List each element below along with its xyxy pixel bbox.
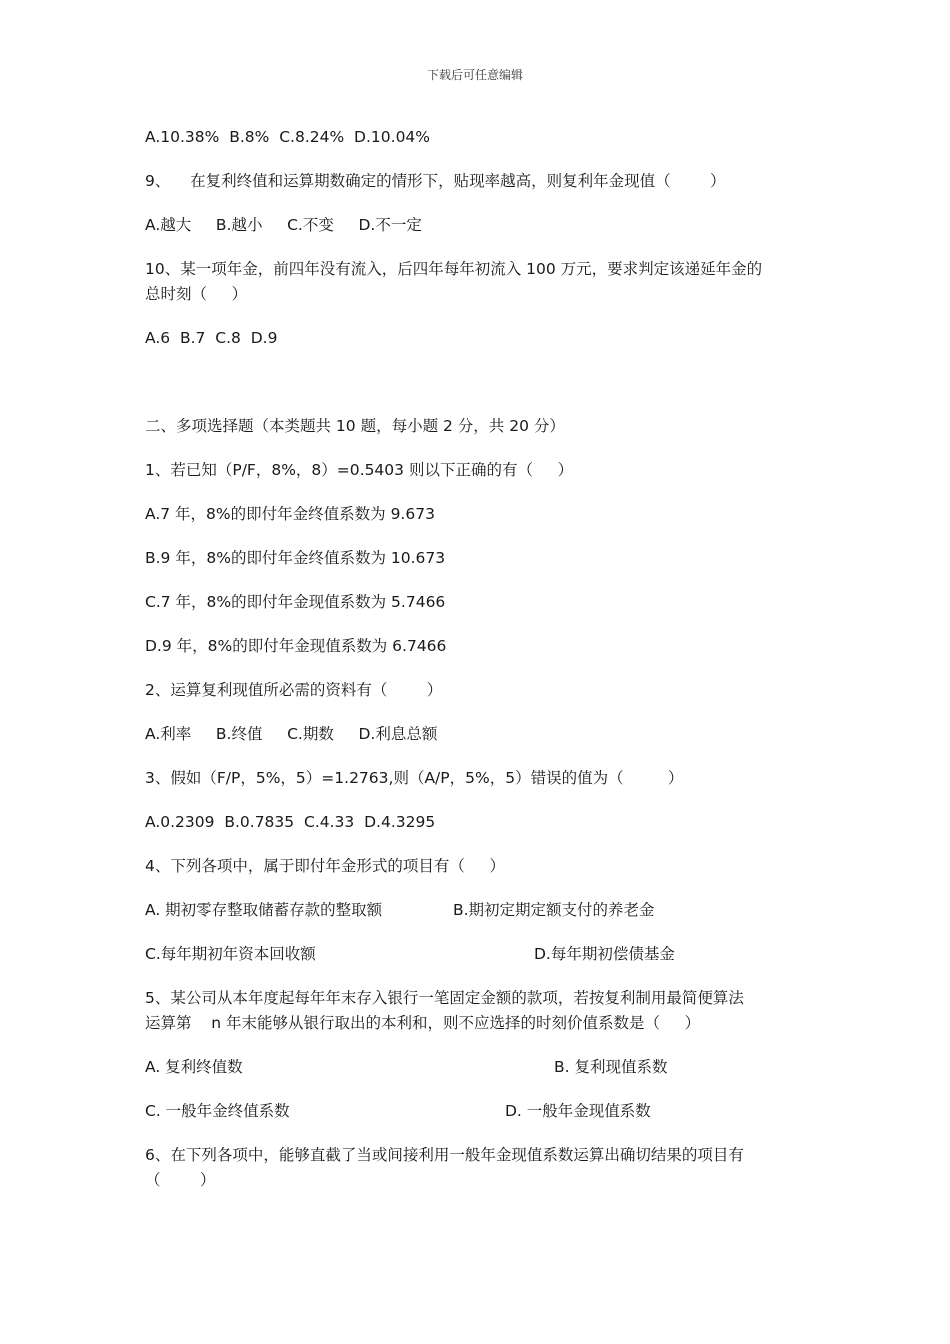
q9-options: A.越大 B.越小 C.不变 D.不一定 (145, 216, 422, 234)
s2-q4-option-d: D.每年期初偿债基金 (534, 945, 675, 963)
s2-q4-option-b: B.期初定期定额支付的养老金 (453, 901, 655, 919)
s2-q4-stem: 4、下列各项中，属于即付年金形式的项目有（ ） (145, 857, 505, 875)
q9-stem: 9、 在复利终值和运算期数确定的情形下，贴现率越高，则复利年金现值（ ） (145, 172, 726, 190)
s2-q3-stem: 3、假如（F/P，5%，5）=1.2763,则（A/P，5%，5）错误的值为（ ） (145, 769, 684, 787)
s2-q6-stem-line1: 6、在下列各项中，能够直截了当或间接利用一般年金现值系数运算出确切结果的项目有 (145, 1146, 744, 1164)
s2-q5-stem-line1: 5、某公司从本年度起每年年末存入银行一笔固定金额的款项，若按复利制用最简便算法 (145, 989, 744, 1007)
s2-q1-option-d: D.9 年，8%的即付年金现值系数为 6.7466 (145, 637, 447, 655)
s2-q1-option-c: C.7 年，8%的即付年金现值系数为 5.7466 (145, 593, 446, 611)
s2-q2-options: A.利率 B.终值 C.期数 D.利息总额 (145, 725, 438, 743)
s2-q2-stem: 2、运算复利现值所必需的资料有（ ） (145, 681, 443, 699)
q8-options: A.10.38% B.8% C.8.24% D.10.04% (145, 128, 431, 146)
q10-options: A.6 B.7 C.8 D.9 (145, 329, 278, 347)
s2-q1-stem: 1、若已知（P/F，8%，8）=0.5403 则以下正确的有（ ） (145, 461, 574, 479)
s2-q5-option-c: C. 一般年金终值系数 (145, 1102, 290, 1120)
s2-q6-stem-line2: （ ） (145, 1171, 216, 1189)
q10-stem-line1: 10、某一项年金，前四年没有流入，后四年每年初流入 100 万元，要求判定该递延年金的 (145, 260, 763, 278)
section2-title: 二、多项选择题（本类题共 10 题，每小题 2 分，共 20 分） (145, 417, 565, 435)
s2-q1-option-b: B.9 年，8%的即付年金终值系数为 10.673 (145, 549, 446, 567)
s2-q5-option-a: A. 复利终值数 (145, 1058, 243, 1076)
s2-q1-option-a: A.7 年，8%的即付年金终值系数为 9.673 (145, 505, 435, 523)
page-header: 下载后可任意编辑 (426, 68, 523, 82)
s2-q5-stem-line2: 运算第 n 年末能够从银行取出的本利和，则不应选择的时刻价值系数是（ ） (145, 1014, 701, 1032)
s2-q3-options: A.0.2309 B.0.7835 C.4.33 D.4.3295 (145, 813, 436, 831)
s2-q5-option-d: D. 一般年金现值系数 (505, 1102, 651, 1120)
s2-q5-option-b: B. 复利现值系数 (554, 1058, 668, 1076)
s2-q4-option-a: A. 期初零存整取储蓄存款的整取额 (145, 901, 383, 919)
s2-q4-option-c: C.每年期初年资本回收额 (145, 945, 316, 963)
q10-stem-line2: 总时刻（ ） (145, 285, 248, 303)
